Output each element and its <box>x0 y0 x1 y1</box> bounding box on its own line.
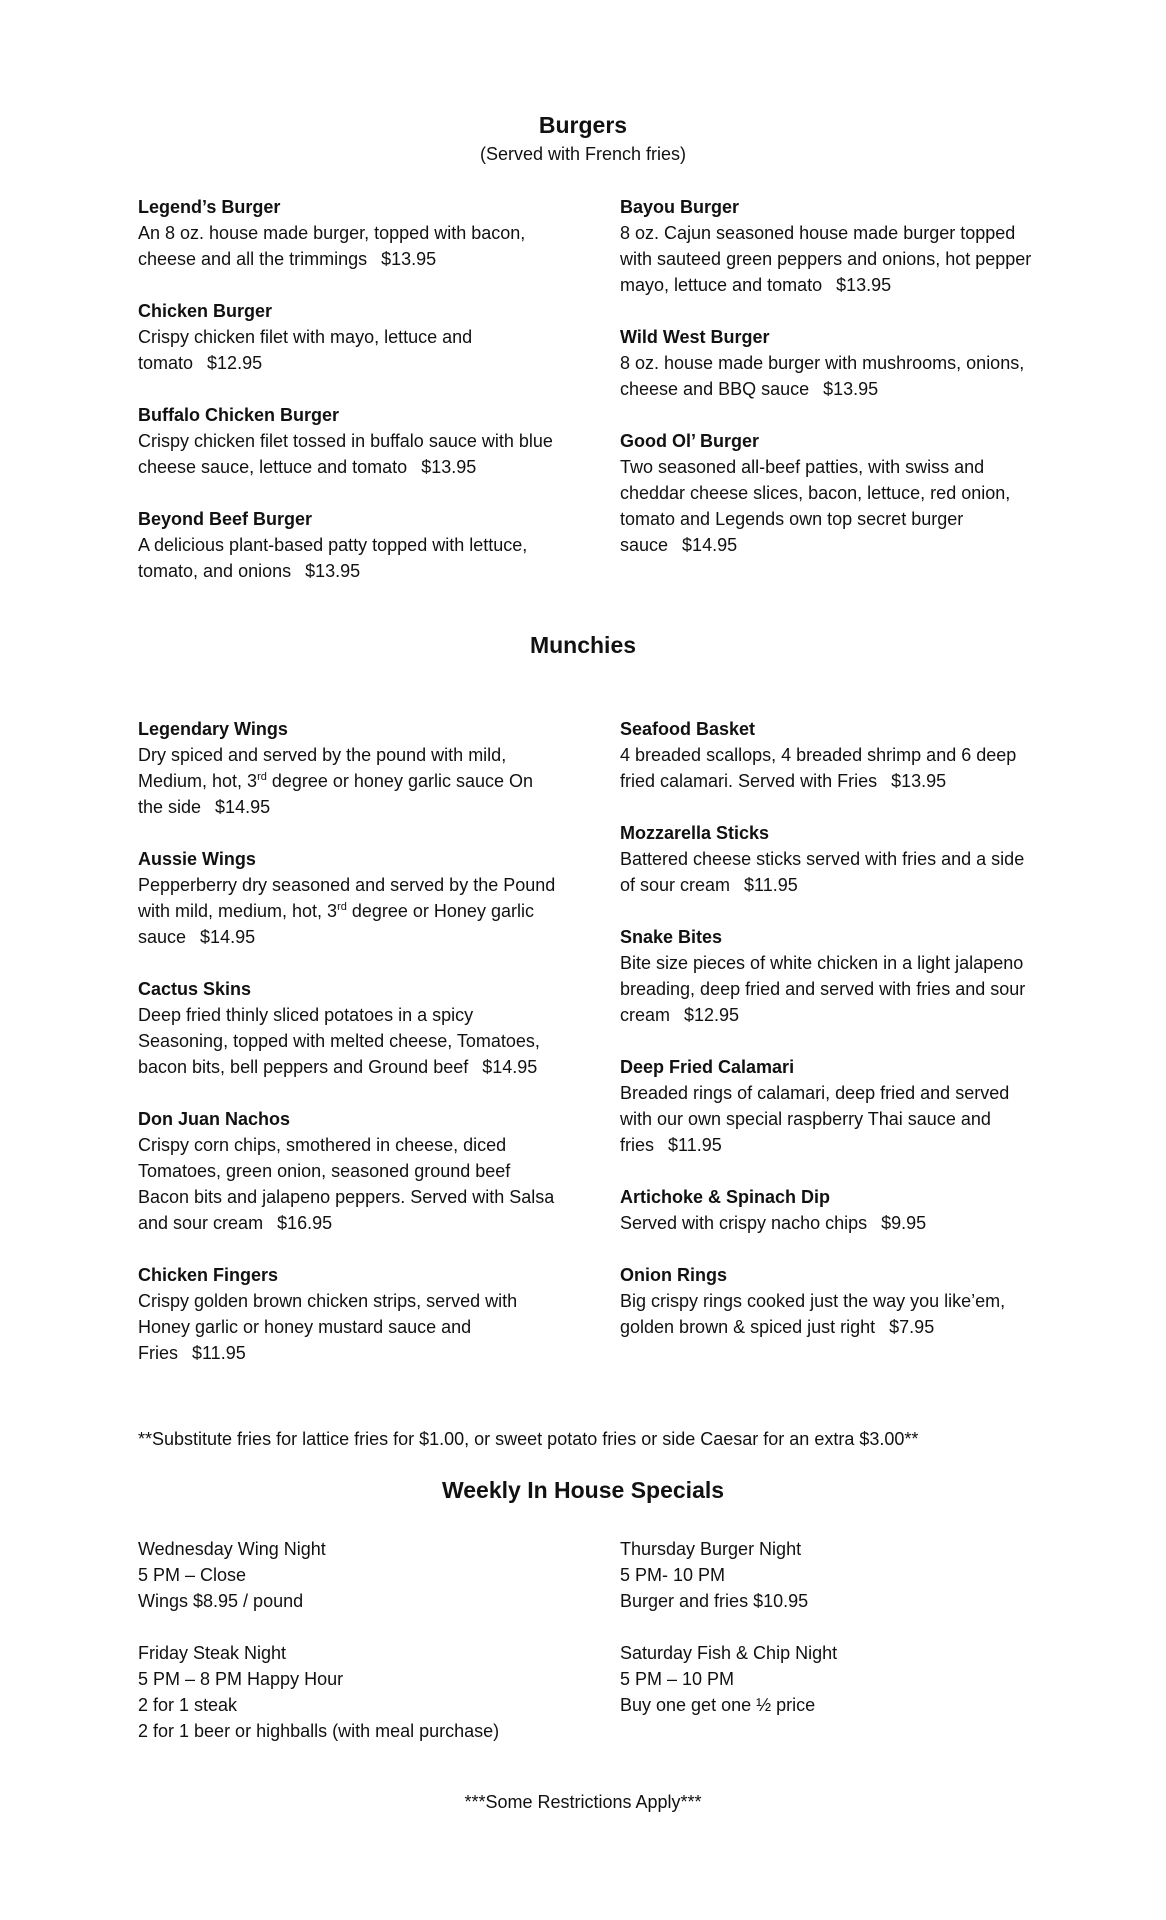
item-description: Dry spiced and served by the pound with mild, Medium, hot, 3 <box>138 745 507 791</box>
item-description: Served with crispy nacho chips <box>620 1213 868 1233</box>
special-item <box>620 1536 1040 1614</box>
item-price: $14.95 <box>215 797 271 817</box>
menu-item <box>620 428 1040 558</box>
item-name: Good Ol’ Burger <box>620 431 760 451</box>
item-price: $7.95 <box>889 1317 935 1337</box>
menu-item <box>620 1262 1040 1340</box>
special-deal: Burger and fries $10.95 <box>620 1591 809 1611</box>
menu-item <box>138 846 558 950</box>
special-deal: 2 for 1 steak <box>138 1695 238 1715</box>
item-name: Bayou Burger <box>620 197 740 217</box>
item-price: $13.95 <box>381 249 437 269</box>
item-description: Battered cheese sticks served with fries and a side of sour cream <box>620 849 1025 895</box>
item-name: Aussie Wings <box>138 849 256 869</box>
menu-item <box>138 506 558 584</box>
item-price: $14.95 <box>200 927 256 947</box>
item-description: Deep fried thinly sliced potatoes in a spicy Seasoning, topped with melted cheese, Tomatoes, bacon bits, bell peppers and Ground beef <box>138 1005 540 1077</box>
menu-item <box>620 820 1040 898</box>
munchies-left-column <box>138 716 558 1392</box>
special-name: Thursday Burger Night <box>620 1539 802 1559</box>
item-description: Pepperberry dry seasoned and served by the Pound with mild, medium, hot, 3 <box>138 875 556 921</box>
special-hours: 5 PM – 8 PM Happy Hour <box>138 1669 344 1689</box>
menu-item <box>138 716 558 820</box>
item-description: Crispy corn chips, smothered in cheese, diced Tomatoes, green onion, seasoned ground beef Bacon bits and jalapeno peppers. Served with Salsa and sour cream <box>138 1135 555 1233</box>
item-price: $13.95 <box>305 561 361 581</box>
menu-item <box>138 402 558 480</box>
burgers-subtitle: (Served with French fries) <box>479 144 687 164</box>
burgers-title: Burgers <box>538 112 628 138</box>
menu-item <box>620 1054 1040 1158</box>
special-name: Wednesday Wing Night <box>138 1539 326 1559</box>
item-price: $11.95 <box>744 875 798 895</box>
ordinal-suffix: rd <box>257 771 267 783</box>
item-name: Buffalo Chicken Burger <box>138 405 340 425</box>
special-deal: Wings $8.95 / pound <box>138 1591 304 1611</box>
item-price: $16.95 <box>277 1213 333 1233</box>
item-price: $13.95 <box>836 275 892 295</box>
item-description: Crispy chicken filet with mayo, lettuce and tomato <box>138 327 473 373</box>
item-price: $14.95 <box>482 1057 538 1077</box>
menu-item <box>620 194 1040 298</box>
item-name: Deep Fried Calamari <box>620 1057 795 1077</box>
special-item <box>138 1640 558 1744</box>
item-name: Wild West Burger <box>620 327 770 347</box>
item-description: Two seasoned all-beef patties, with swiss and cheddar cheese slices, bacon, lettuce, red onion, tomato and Legends own top secret burger sauce <box>620 457 1011 555</box>
item-name: Onion Rings <box>620 1265 727 1285</box>
menu-item <box>620 924 1040 1028</box>
item-price: $9.95 <box>881 1213 927 1233</box>
menu-item <box>620 324 1040 402</box>
item-price: $11.95 <box>668 1135 722 1155</box>
munchies-title: Munchies <box>529 632 637 658</box>
restrictions-note: ***Some Restrictions Apply*** <box>464 1792 702 1812</box>
special-hours: 5 PM – 10 PM <box>620 1669 735 1689</box>
item-name: Seafood Basket <box>620 719 756 739</box>
special-name: Friday Steak Night <box>138 1643 287 1663</box>
item-description: Crispy golden brown chicken strips, served with Honey garlic or honey mustard sauce and Fries <box>138 1291 518 1363</box>
burgers-left-column <box>138 194 558 610</box>
substitute-note: **Substitute fries for lattice fries for $1.00, or sweet potato fries or side Caesar for an extra $3.00** <box>138 1429 919 1449</box>
specials-left-column <box>138 1536 558 1770</box>
specials-title: Weekly In House Specials <box>441 1477 725 1503</box>
item-description: 4 breaded scallops, 4 breaded shrimp and 6 deep fried calamari. Served with Fries <box>620 745 1017 791</box>
item-description-cont: degree or honey garlic sauce On the side <box>138 771 534 817</box>
item-description: An 8 oz. house made burger, topped with bacon, cheese and all the trimmings <box>138 223 526 269</box>
menu-item <box>138 1262 558 1366</box>
item-name: Snake Bites <box>620 927 723 947</box>
item-name: Don Juan Nachos <box>138 1109 291 1129</box>
special-hours: 5 PM – Close <box>138 1565 247 1585</box>
special-item <box>620 1640 1040 1718</box>
munchies-right-column <box>620 716 1040 1366</box>
item-price: $11.95 <box>192 1343 246 1363</box>
item-name: Legendary Wings <box>138 719 288 739</box>
item-price: $13.95 <box>823 379 879 399</box>
item-description: 8 oz. Cajun seasoned house made burger topped with sauteed green peppers and onions, hot pepper mayo, lettuce and tomato <box>620 223 1032 295</box>
item-description-cont: degree or Honey garlic sauce <box>138 901 534 947</box>
special-deal: 2 for 1 beer or highballs (with meal purchase) <box>138 1721 500 1741</box>
special-hours: 5 PM- 10 PM <box>620 1565 726 1585</box>
item-price: $13.95 <box>891 771 947 791</box>
item-description: Big crispy rings cooked just the way you like’em, golden brown & spiced just right <box>620 1291 1006 1337</box>
item-description: Crispy chicken filet tossed in buffalo sauce with blue cheese sauce, lettuce and tomato <box>138 431 553 477</box>
special-item <box>138 1536 558 1614</box>
item-name: Chicken Burger <box>138 301 273 321</box>
item-description: Bite size pieces of white chicken in a light jalapeno breading, deep fried and served with fries and sour cream <box>620 953 1026 1025</box>
special-name: Saturday Fish & Chip Night <box>620 1643 838 1663</box>
item-name: Mozzarella Sticks <box>620 823 770 843</box>
item-price: $13.95 <box>421 457 477 477</box>
menu-item <box>620 716 1040 794</box>
burgers-right-column <box>620 194 1040 584</box>
item-price: $12.95 <box>207 353 263 373</box>
item-price: $14.95 <box>682 535 738 555</box>
menu-item <box>138 194 558 272</box>
item-name: Cactus Skins <box>138 979 252 999</box>
item-name: Beyond Beef Burger <box>138 509 313 529</box>
item-name: Artichoke & Spinach Dip <box>620 1187 831 1207</box>
specials-right-column <box>620 1536 1040 1744</box>
menu-item <box>138 1106 558 1236</box>
menu-item <box>620 1184 1040 1236</box>
item-name: Chicken Fingers <box>138 1265 279 1285</box>
item-description: Breaded rings of calamari, deep fried and served with our own special raspberry Thai sauce and fries <box>620 1083 1010 1155</box>
item-price: $12.95 <box>684 1005 740 1025</box>
ordinal-suffix: rd <box>337 901 347 913</box>
menu-item <box>138 976 558 1080</box>
item-description: A delicious plant-based patty topped with lettuce, tomato, and onions <box>138 535 528 581</box>
item-description: 8 oz. house made burger with mushrooms, onions, cheese and BBQ sauce <box>620 353 1025 399</box>
special-deal: Buy one get one ½ price <box>620 1695 816 1715</box>
menu-item <box>138 298 558 376</box>
item-name: Legend’s Burger <box>138 197 281 217</box>
